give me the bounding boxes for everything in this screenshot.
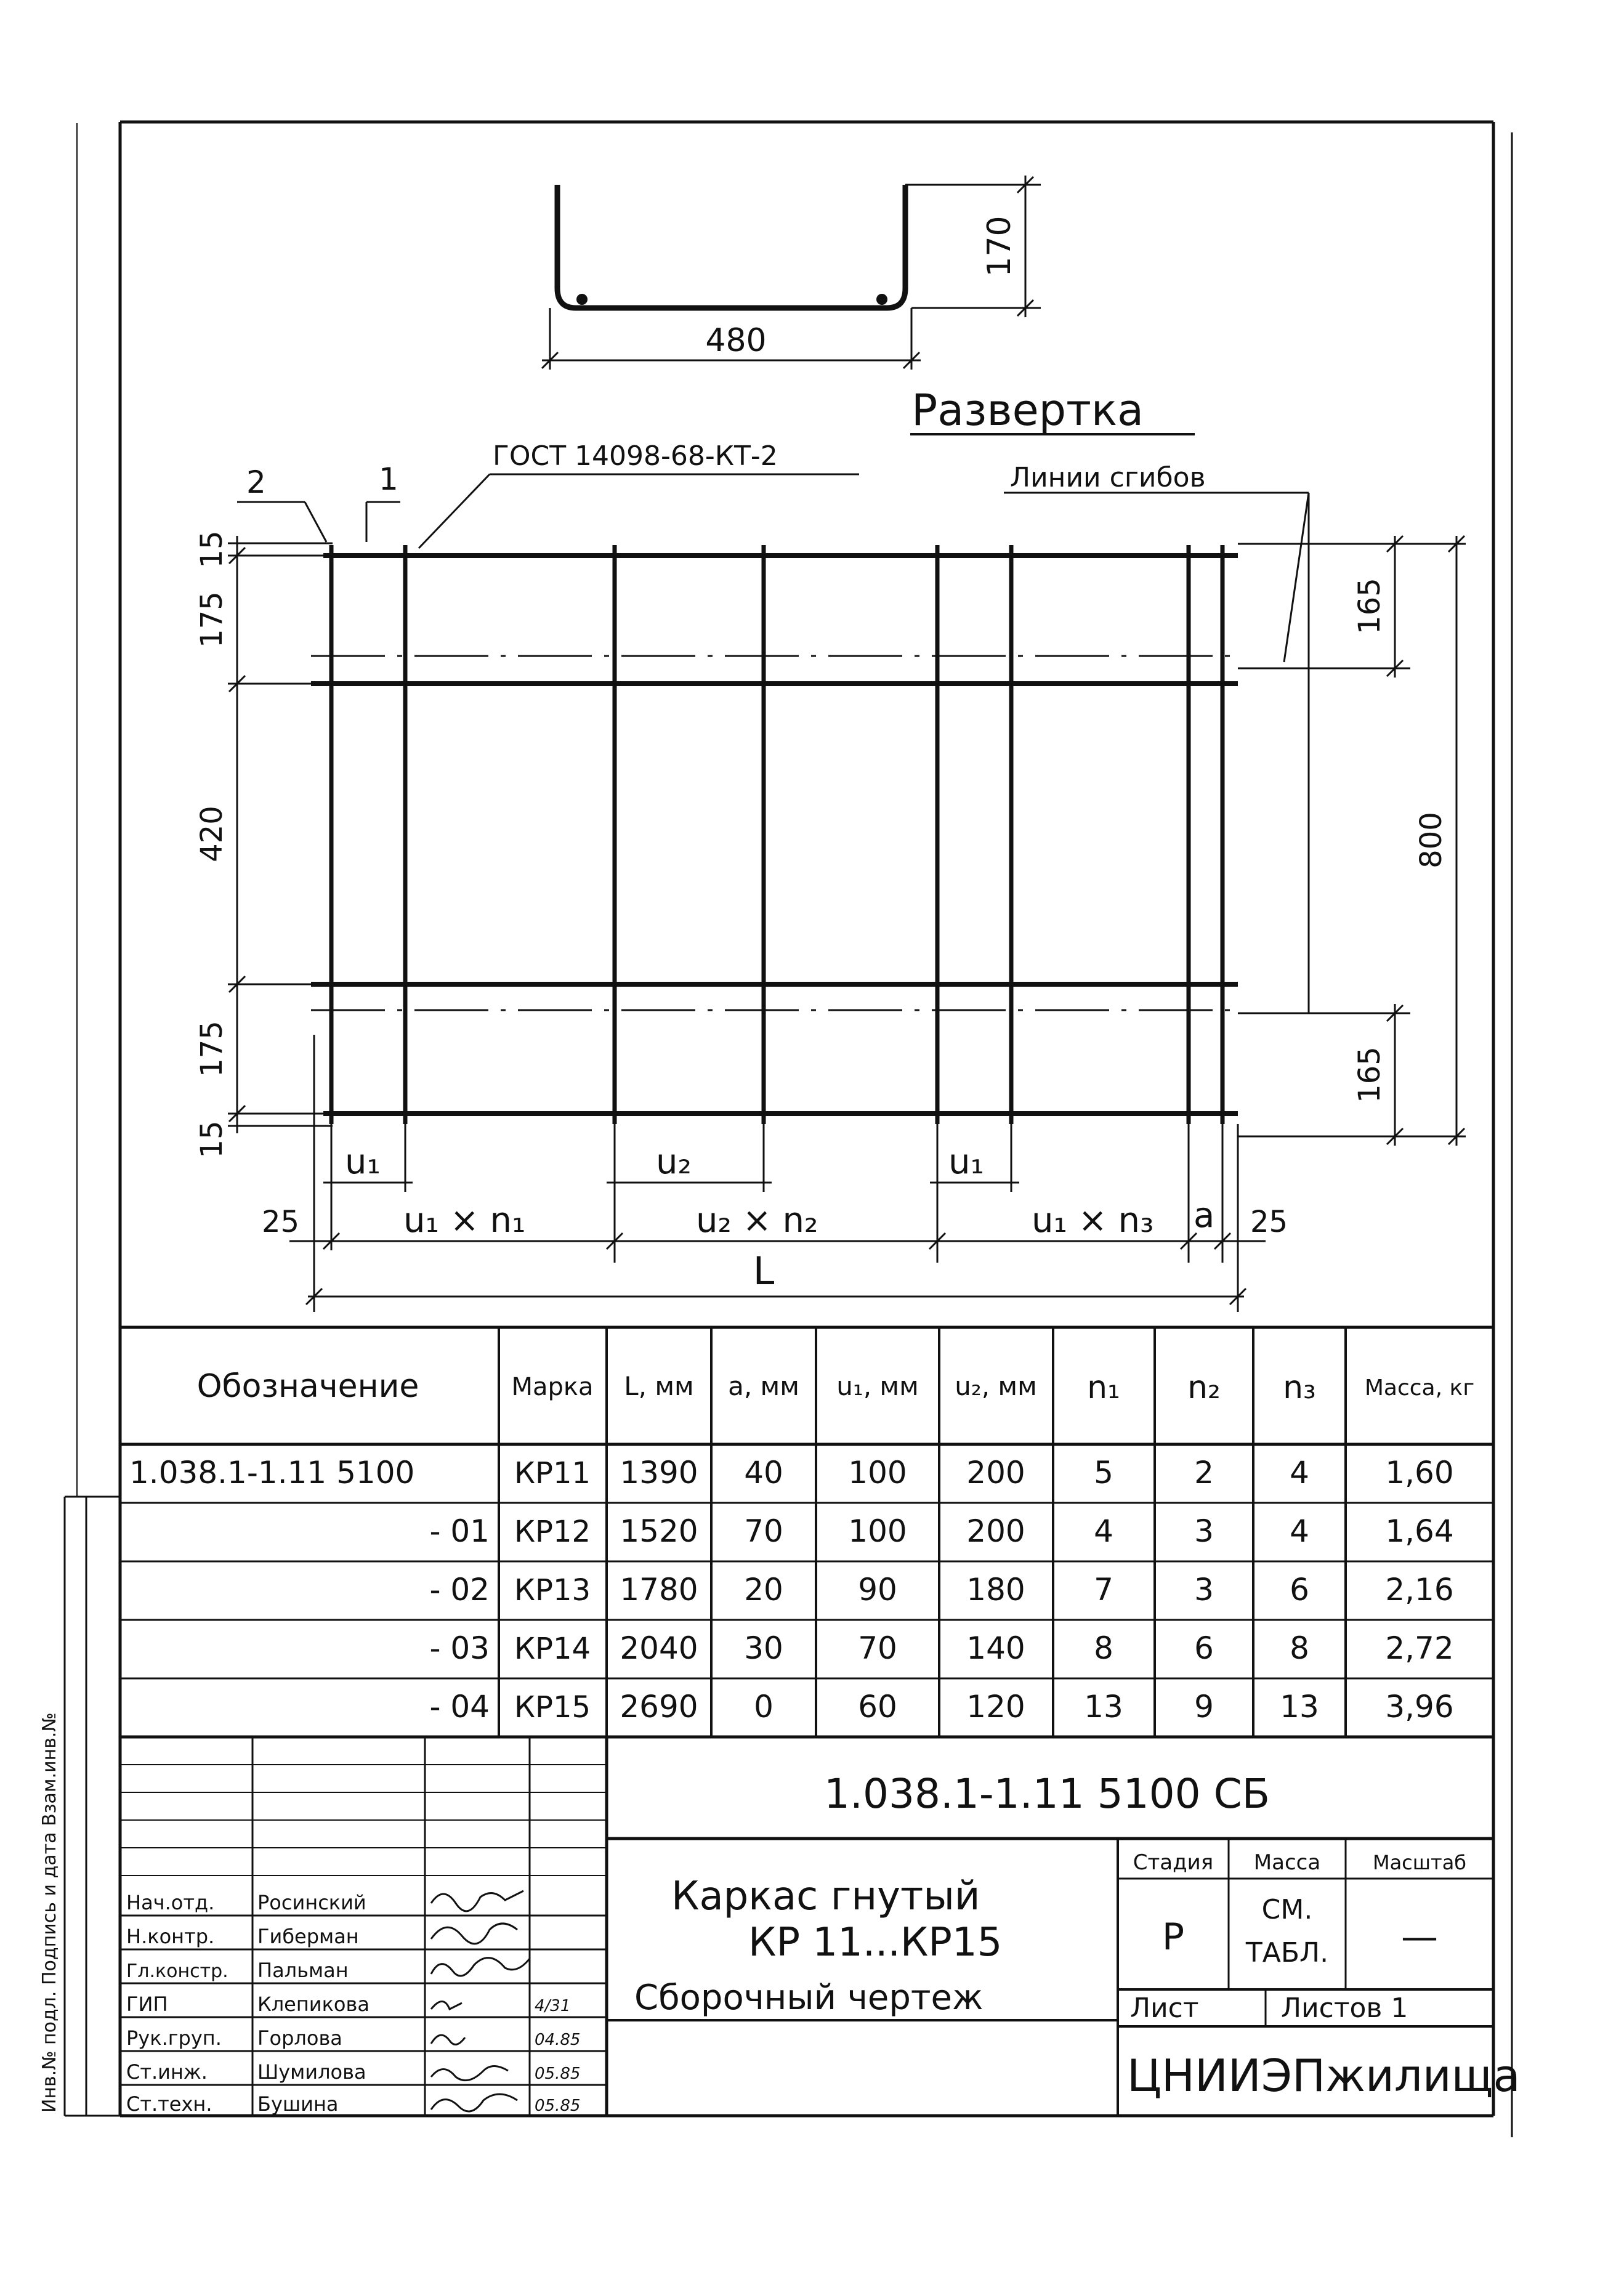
- row1-u2: 200: [966, 1455, 1025, 1491]
- header-L: L, мм: [624, 1371, 694, 1401]
- row5-mass: 3,96: [1385, 1689, 1454, 1725]
- title-block: [120, 1737, 1521, 2116]
- signer-5-name: Горлова: [257, 2026, 342, 2050]
- sheet-label: Лист: [1130, 1993, 1199, 2024]
- row3-u1: 90: [858, 1572, 897, 1608]
- header-u2: u₂, мм: [955, 1371, 1037, 1401]
- row4-a: 30: [744, 1630, 783, 1666]
- row4-mark: КР14: [514, 1632, 591, 1666]
- sheets-label: Листов 1: [1281, 1993, 1408, 2024]
- row3-mass: 2,16: [1385, 1572, 1454, 1608]
- row1-mass: 1,60: [1385, 1455, 1454, 1491]
- row4-n3: 8: [1290, 1630, 1309, 1666]
- mass-label: Масса: [1253, 1850, 1321, 1875]
- left-dim-175-bottom: 175: [195, 1021, 229, 1077]
- right-dim-165-top: 165: [1352, 578, 1387, 634]
- header-u1: u₁, мм: [836, 1371, 919, 1401]
- row4-mass: 2,72: [1385, 1630, 1454, 1666]
- row1-n2: 2: [1194, 1455, 1214, 1491]
- left-dim-420: 420: [195, 806, 229, 862]
- u-profile: [557, 185, 905, 308]
- row3-mark: КР13: [514, 1573, 591, 1608]
- row3-designation: - 02: [429, 1572, 490, 1608]
- right-dim-800: 800: [1414, 812, 1448, 868]
- row1-u1: 100: [848, 1455, 907, 1491]
- signer-7-role: Ст.техн.: [126, 2092, 212, 2116]
- row4-u1: 70: [858, 1630, 897, 1666]
- section-height-dim: 170: [981, 216, 1018, 277]
- segment-u1n3: u₁ × n₃: [1032, 1200, 1154, 1240]
- signer-6-date: 05.85: [535, 2065, 581, 2083]
- row4-u2: 140: [966, 1630, 1025, 1666]
- row1-mark: КР11: [514, 1456, 591, 1491]
- signer-4-date: 4/31: [535, 1997, 571, 2015]
- row5-L: 2690: [620, 1689, 698, 1725]
- signer-4-name: Клепикова: [257, 1993, 370, 2016]
- row2-mark: КР12: [514, 1515, 591, 1549]
- dim-25-left: 25: [262, 1205, 300, 1239]
- row3-a: 20: [744, 1572, 783, 1608]
- signer-5-role: Рук.груп.: [126, 2026, 222, 2050]
- row3-n2: 3: [1194, 1572, 1214, 1608]
- stage-value: Р: [1161, 1916, 1185, 1959]
- item-name-line3: Сборочный чертеж: [634, 1978, 984, 2018]
- side-stamp: Инв.№ подл. Подпись и дата Взам.инв.№: [39, 1712, 60, 2113]
- organization: ЦНИИЭПжилища: [1127, 2050, 1521, 2102]
- row5-designation: - 04: [429, 1689, 490, 1725]
- dim-25-right: 25: [1250, 1205, 1288, 1239]
- row4-n1: 8: [1094, 1630, 1113, 1666]
- gost-note: ГОСТ 14098-68-КТ-2: [493, 440, 778, 472]
- row1-L: 1390: [620, 1455, 698, 1491]
- document-code: 1.038.1-1.11 5100 СБ: [824, 1770, 1270, 1818]
- row1-designation: 1.038.1-1.11 5100: [129, 1455, 415, 1491]
- u1-label-right: u₁: [948, 1142, 984, 1182]
- segment-u2n2: u₂ × n₂: [696, 1200, 818, 1240]
- header-designation: Обозначение: [196, 1368, 419, 1405]
- row2-a: 70: [744, 1513, 783, 1549]
- spec-table: [120, 1327, 1493, 1737]
- signer-2-role: Н.контр.: [126, 1925, 215, 1948]
- row5-u1: 60: [858, 1689, 897, 1725]
- signer-1-role: Нач.отд.: [126, 1891, 215, 1914]
- row5-mark: КР15: [514, 1690, 591, 1725]
- row2-n1: 4: [1094, 1513, 1113, 1549]
- row2-u1: 100: [848, 1513, 907, 1549]
- handwritten-signatures: [431, 1891, 530, 2111]
- section-width-dim: 480: [705, 322, 767, 359]
- row1-n3: 4: [1290, 1455, 1309, 1491]
- callout-1: 1: [379, 461, 398, 497]
- row2-mass: 1,64: [1385, 1513, 1454, 1549]
- row2-L: 1520: [620, 1513, 698, 1549]
- scale-value: —: [1401, 1916, 1438, 1959]
- header-a: a, мм: [728, 1371, 799, 1401]
- signer-6-name: Шумилова: [257, 2060, 366, 2084]
- stage-label: Стадия: [1133, 1850, 1214, 1875]
- header-mass: Масса, кг: [1364, 1375, 1475, 1401]
- development-view: [195, 385, 1466, 1312]
- fold-lines-note: Линии сгибов: [1010, 462, 1206, 493]
- signer-7-name: Бушина: [257, 2092, 339, 2116]
- development-title: Развертка: [911, 385, 1144, 435]
- row4-L: 2040: [620, 1630, 698, 1666]
- dim-a: a: [1194, 1196, 1215, 1236]
- row5-n2: 9: [1194, 1689, 1214, 1725]
- row2-n2: 3: [1194, 1513, 1214, 1549]
- u1-label-left: u₁: [345, 1142, 381, 1182]
- row5-u2: 120: [966, 1689, 1025, 1725]
- signer-7-date: 05.85: [535, 2097, 581, 2115]
- callout-2: 2: [246, 464, 266, 500]
- header-n1: n₁: [1087, 1369, 1120, 1406]
- signer-3-name: Пальман: [257, 1959, 349, 1982]
- header-n2: n₂: [1187, 1369, 1221, 1406]
- scale-label: Масштаб: [1372, 1851, 1467, 1874]
- segment-u1n1: u₁ × n₁: [403, 1200, 526, 1240]
- signer-5-date: 04.85: [535, 2031, 581, 2049]
- row4-n2: 6: [1194, 1630, 1214, 1666]
- mass-value-1: СМ.: [1261, 1894, 1313, 1925]
- mass-value-2: ТАБЛ.: [1245, 1937, 1329, 1969]
- signer-1-name: Росинский: [257, 1891, 366, 1914]
- signer-3-role: Гл.констр.: [126, 1960, 228, 1982]
- signer-4-role: ГИП: [126, 1993, 168, 2016]
- row1-n1: 5: [1094, 1455, 1113, 1491]
- row5-n1: 13: [1084, 1689, 1123, 1725]
- cross-section: [542, 176, 1041, 370]
- left-dim-15-top: 15: [195, 530, 229, 568]
- item-name-line2: КР 11...КР15: [748, 1920, 1003, 1965]
- right-dim-165-bottom: 165: [1352, 1046, 1387, 1103]
- row3-L: 1780: [620, 1572, 698, 1608]
- row3-n1: 7: [1094, 1572, 1113, 1608]
- signer-2-name: Гиберман: [257, 1925, 359, 1948]
- row5-n3: 13: [1280, 1689, 1319, 1725]
- row3-n3: 6: [1290, 1572, 1309, 1608]
- dim-L: L: [753, 1248, 775, 1293]
- left-dim-175-top: 175: [195, 591, 229, 648]
- row3-u2: 180: [966, 1572, 1025, 1608]
- row2-designation: - 01: [429, 1513, 490, 1549]
- left-dim-15-bottom: 15: [195, 1120, 229, 1159]
- header-mark: Марка: [511, 1373, 594, 1401]
- signer-6-role: Ст.инж.: [126, 2060, 208, 2084]
- row2-u2: 200: [966, 1513, 1025, 1549]
- u2-label: u₂: [656, 1142, 692, 1182]
- item-name-line1: Каркас гнутый: [671, 1874, 980, 1919]
- row4-designation: - 03: [429, 1630, 490, 1666]
- header-n3: n₃: [1283, 1369, 1316, 1406]
- row5-a: 0: [754, 1689, 774, 1725]
- frame: [39, 122, 1512, 2137]
- row2-n3: 4: [1290, 1513, 1309, 1549]
- row1-a: 40: [744, 1455, 783, 1491]
